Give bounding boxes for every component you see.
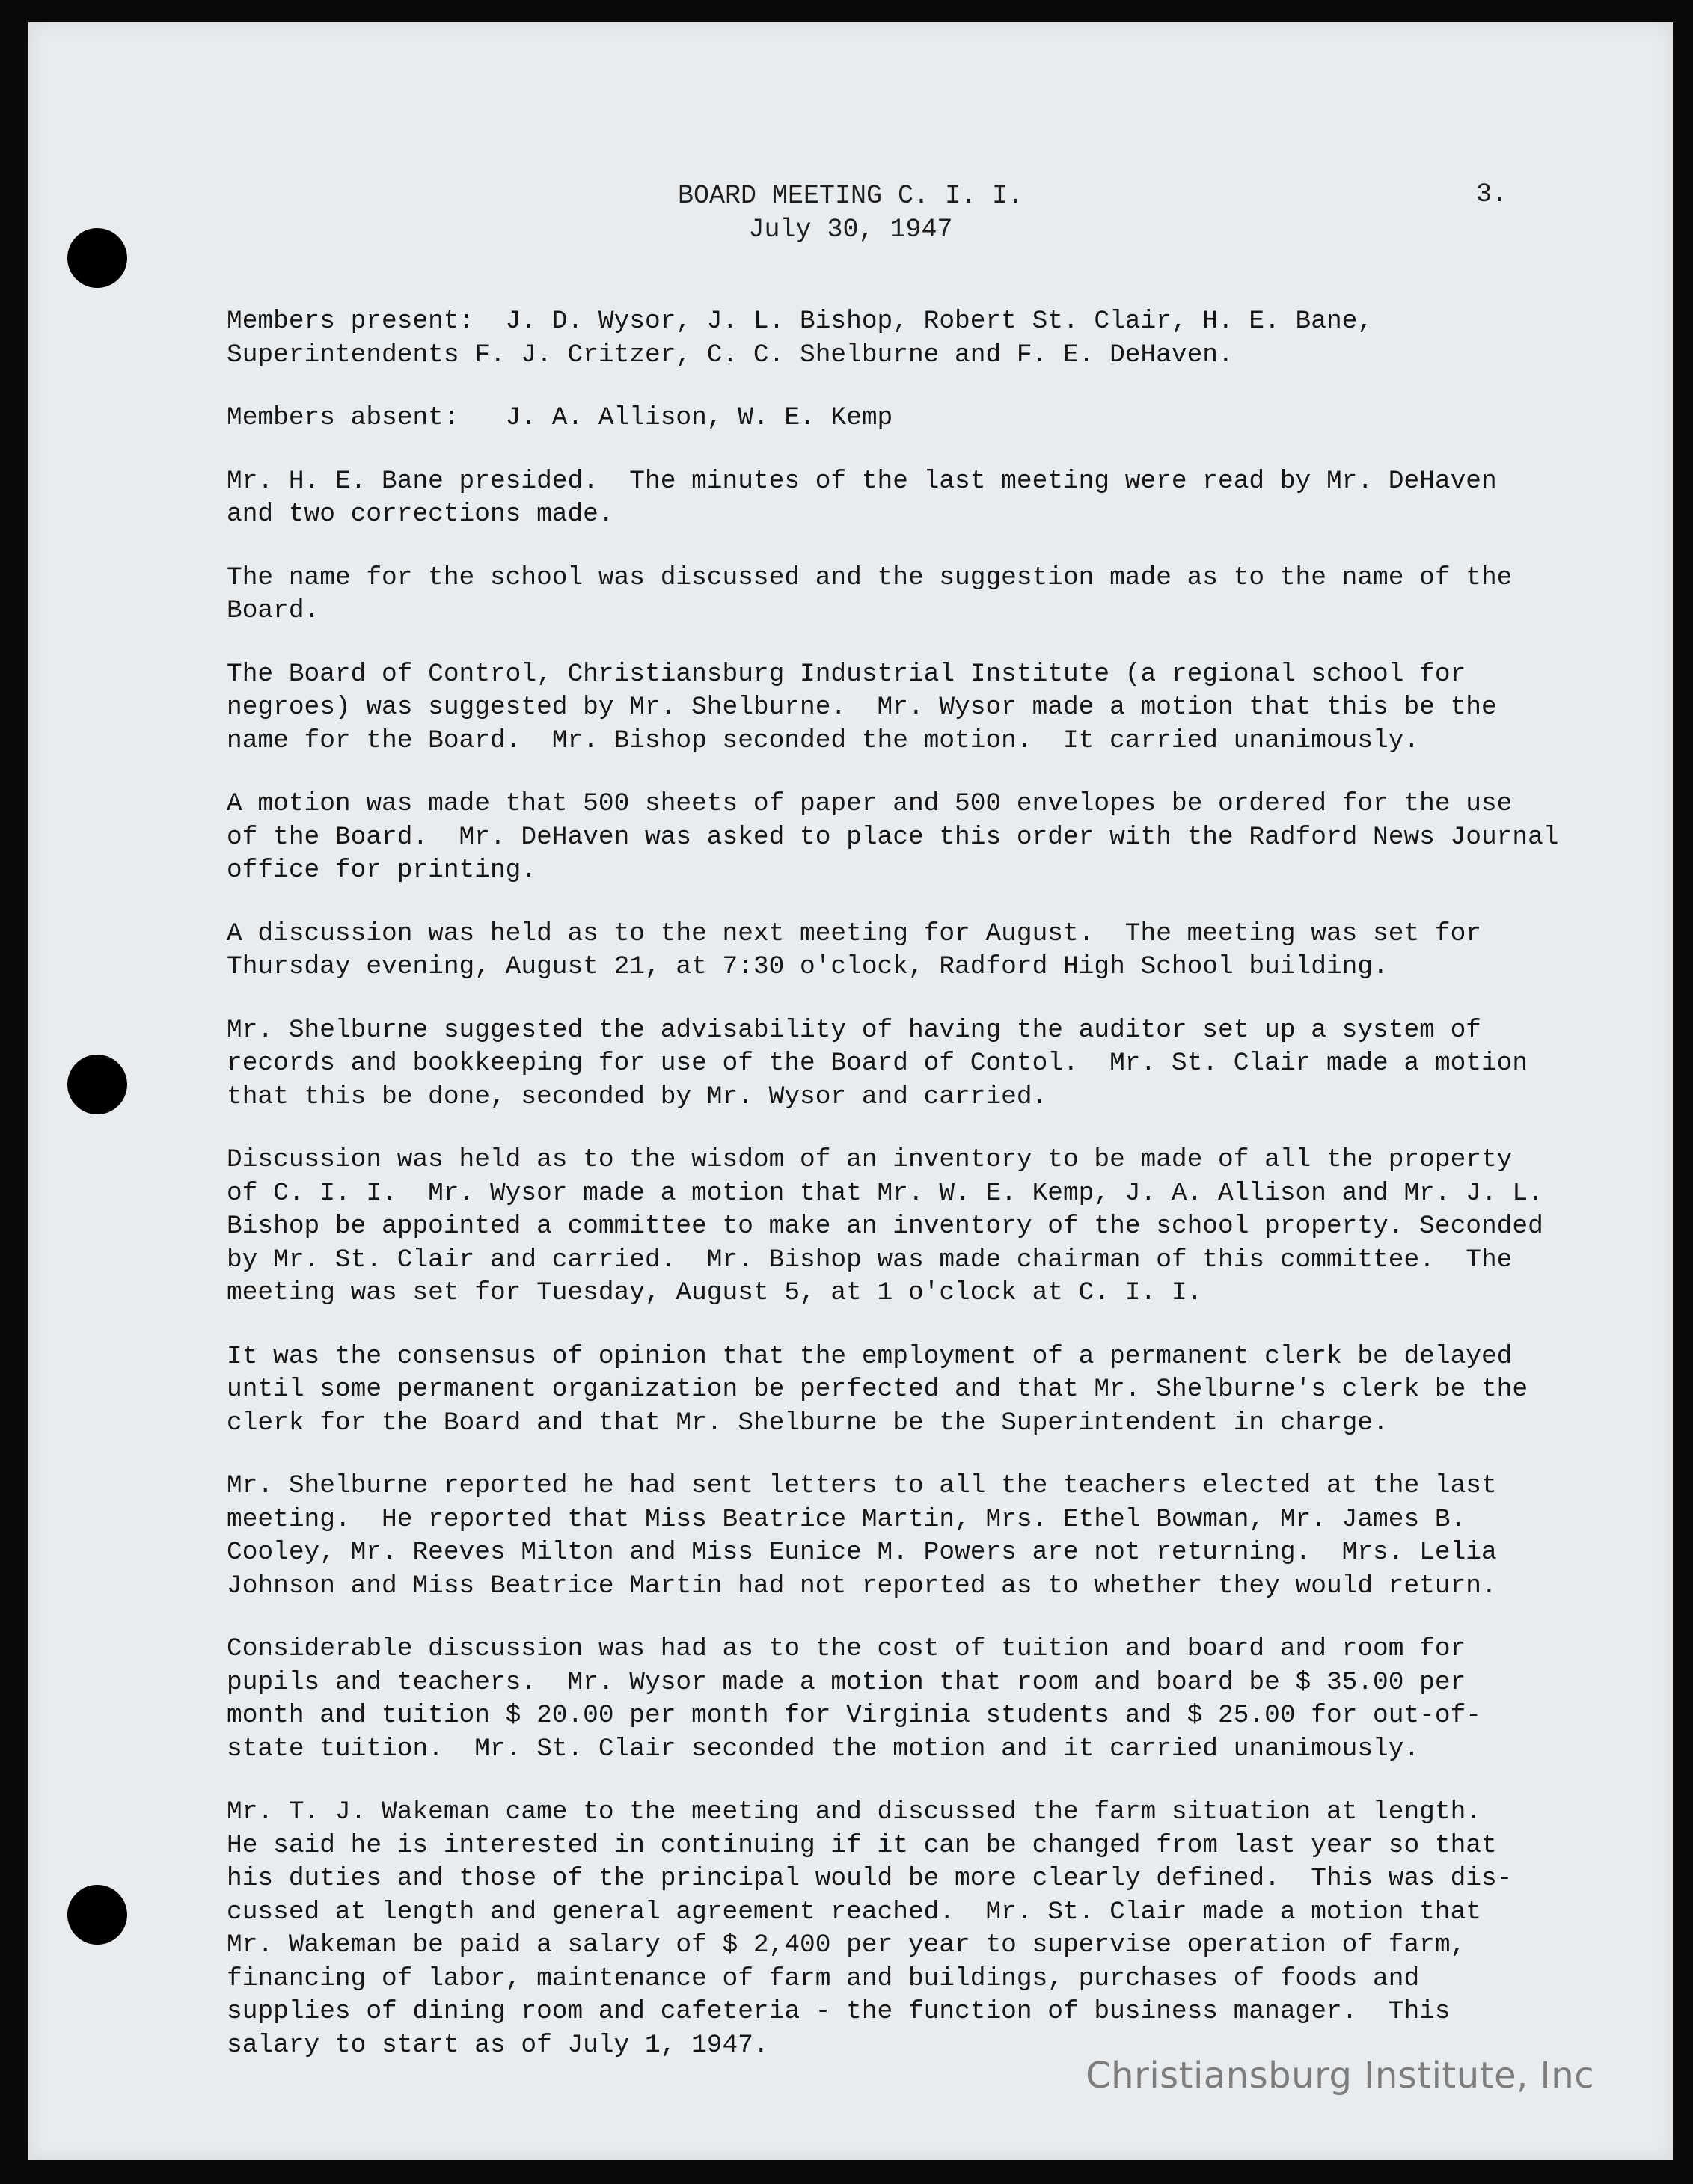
paragraph-bookkeeping: Mr. Shelburne suggested the advisability of having the auditor set up a system of records and bookkeeping for use of the Board of Contol. Mr. St. Clair made a motion that this be done, seconded by Mr. Wysor and carried. — [227, 1015, 1528, 1111]
document-title: BOARD MEETING C. I. I. — [677, 181, 1024, 211]
binder-hole-top — [67, 228, 127, 288]
document-page — [28, 22, 1673, 2160]
paragraph-farm-situation: Mr. T. J. Wakeman came to the meeting and discussed the farm situation at length. He said he is interested in continuing if it can be changed from last year so that his duties and those of the principal would be more clearly defined. This was dis- cussed at length and general agreement reached. Mr. St. Clair made a motion that Mr. Wakeman be paid a salary of $ 2,400 per year to supervise operation of farm, financing of labor, maintenance of farm and buildings, purchases of foods and supplies of dining room and cafeteria - the function of business manager. This salary to start as of July 1, 1947. — [227, 1797, 1513, 2060]
paragraph-next-meeting: A discussion was held as to the next meeting for August. The meeting was set for Thursday evening, August 21, at 7:30 o'clock, Radford High School building. — [227, 918, 1481, 981]
paragraph-clerk: It was the consensus of opinion that the employment of a permanent clerk be delayed until some permanent organization be perfected and that Mr. Shelburne's clerk be the clerk for the Board and that Mr. Shelburne be the Superintendent in charge. — [227, 1341, 1528, 1438]
paragraph-members-absent: Members absent: J. A. Allison, W. E. Kemp — [227, 403, 893, 432]
page-number: 3. — [1476, 180, 1508, 209]
binder-hole-bottom — [67, 1885, 127, 1945]
minutes-body — [227, 305, 1648, 2092]
paragraph-inventory: Discussion was held as to the wisdom of an inventory to be made of all the property of C. I. I. Mr. Wysor made a motion that Mr. W. E. Kemp, J. A. Allison and Mr. J. L. Bishop be appointed a committee to make an inventory of the school property. Seconded by Mr. St. Clair and carried. Mr. Bishop was made chairman of this committee. The meeting was set for Tuesday, August 5, at 1 o'clock at C. I. I. — [227, 1145, 1543, 1307]
paragraph-teachers: Mr. Shelburne reported he had sent letters to all the teachers elected at the last meeting. He reported that Miss Beatrice Martin, Mrs. Ethel Bowman, Mr. James B. Cooley, Mr. Reeves Milton and Miss Eunice M. Powers are not returning. Mrs. Lelia Johnson and Miss Beatrice Martin had not reported as to whether they would return. — [227, 1471, 1497, 1601]
watermark: Christiansburg Institute, Inc — [1086, 2055, 1594, 2096]
paragraph-tuition: Considerable discussion was had as to the cost of tuition and board and room for pupils and teachers. Mr. Wysor made a motion that room and board be $ 35.00 per month and tuition $ 20.00 per month for Virginia students and $ 25.00 for out-of- state tuition. Mr. St. Clair seconded the motion and it carried unanimously. — [227, 1634, 1481, 1764]
paragraph-members-present: Members present: J. D. Wysor, J. L. Bishop, Robert St. Clair, H. E. Bane, Superintendents F. J. Critzer, C. C. Shelburne and F. E. DeHaven. — [227, 307, 1374, 369]
document-header — [28, 180, 1673, 247]
paragraph-school-name: The name for the school was discussed and the suggestion made as to the name of the Board. — [227, 562, 1513, 625]
paragraph-stationery-order: A motion was made that 500 sheets of paper and 500 envelopes be ordered for the use of the Board. Mr. DeHaven was asked to place this order with the Radford News Journal office for printing. — [227, 789, 1559, 885]
paragraph-presided: Mr. H. E. Bane presided. The minutes of the last meeting were read by Mr. DeHaven and two corrections made. — [227, 466, 1497, 529]
binder-hole-middle — [67, 1055, 127, 1114]
paragraph-board-of-control: The Board of Control, Christiansburg Industrial Institute (a regional school for negroes) was suggested by Mr. Shelburne. Mr. Wysor made a motion that this be the name for the Board. Mr. Bishop seconded the motion. It carried unanimously. — [227, 659, 1497, 755]
meeting-date: July 30, 1947 — [748, 215, 953, 245]
